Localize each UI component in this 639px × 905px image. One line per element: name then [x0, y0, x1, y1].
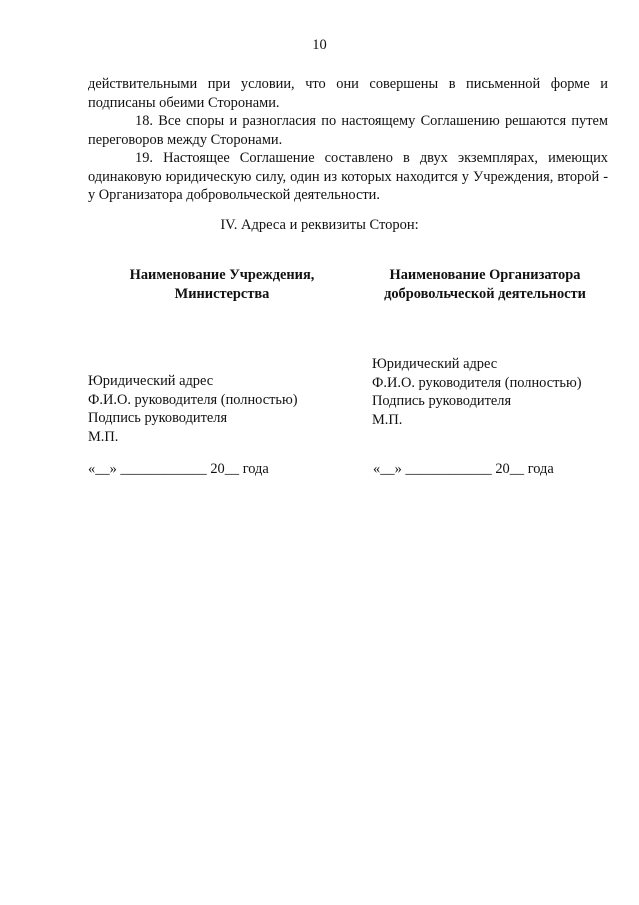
right-party-requisites	[372, 355, 582, 429]
left-legal-address: Юридический адрес	[88, 373, 214, 389]
left-party-name-line1: Наименование Учреждения,	[129, 267, 315, 283]
left-party-name-line2: Министерства	[174, 285, 270, 302]
left-signature: Подпись руководителя	[88, 410, 228, 426]
section-heading: IV. Адреса и реквизиты Сторон:	[220, 217, 419, 233]
right-legal-address: Юридический адрес	[372, 356, 498, 372]
left-party-requisites	[88, 372, 298, 446]
paragraph-continuation: действительными при условии, что они совершены в письменной форме и подписаны обеими Сторонами.	[88, 76, 608, 111]
agreement-body	[88, 75, 608, 205]
right-party-name-line1: Наименование Организатора	[389, 267, 581, 283]
paragraph-19: 19. Настоящее Соглашение составлено в двух экземплярах, имеющих одинаковую юридическую силу, один из которых находится у Учреждения, второй - у Организатора добровольческой деятельности.	[88, 150, 608, 203]
page-number: 10	[312, 37, 327, 53]
left-party-name	[106, 266, 338, 303]
right-head-name: Ф.И.О. руководителя (полностью)	[372, 374, 582, 391]
left-head-name: Ф.И.О. руководителя (полностью)	[88, 391, 298, 408]
right-party-name-line2: добровольческой деятельности	[384, 285, 586, 302]
right-stamp: М.П.	[372, 411, 403, 428]
left-date-line: «__» ____________ 20__ года	[88, 461, 269, 477]
right-date-line: «__» ____________ 20__ года	[373, 461, 554, 477]
right-signature: Подпись руководителя	[372, 393, 512, 409]
right-party-name	[372, 266, 598, 303]
paragraph-18: 18. Все споры и разногласия по настоящему Соглашению решаются путем переговоров между Сторонами.	[88, 113, 608, 148]
left-stamp: М.П.	[88, 428, 119, 445]
